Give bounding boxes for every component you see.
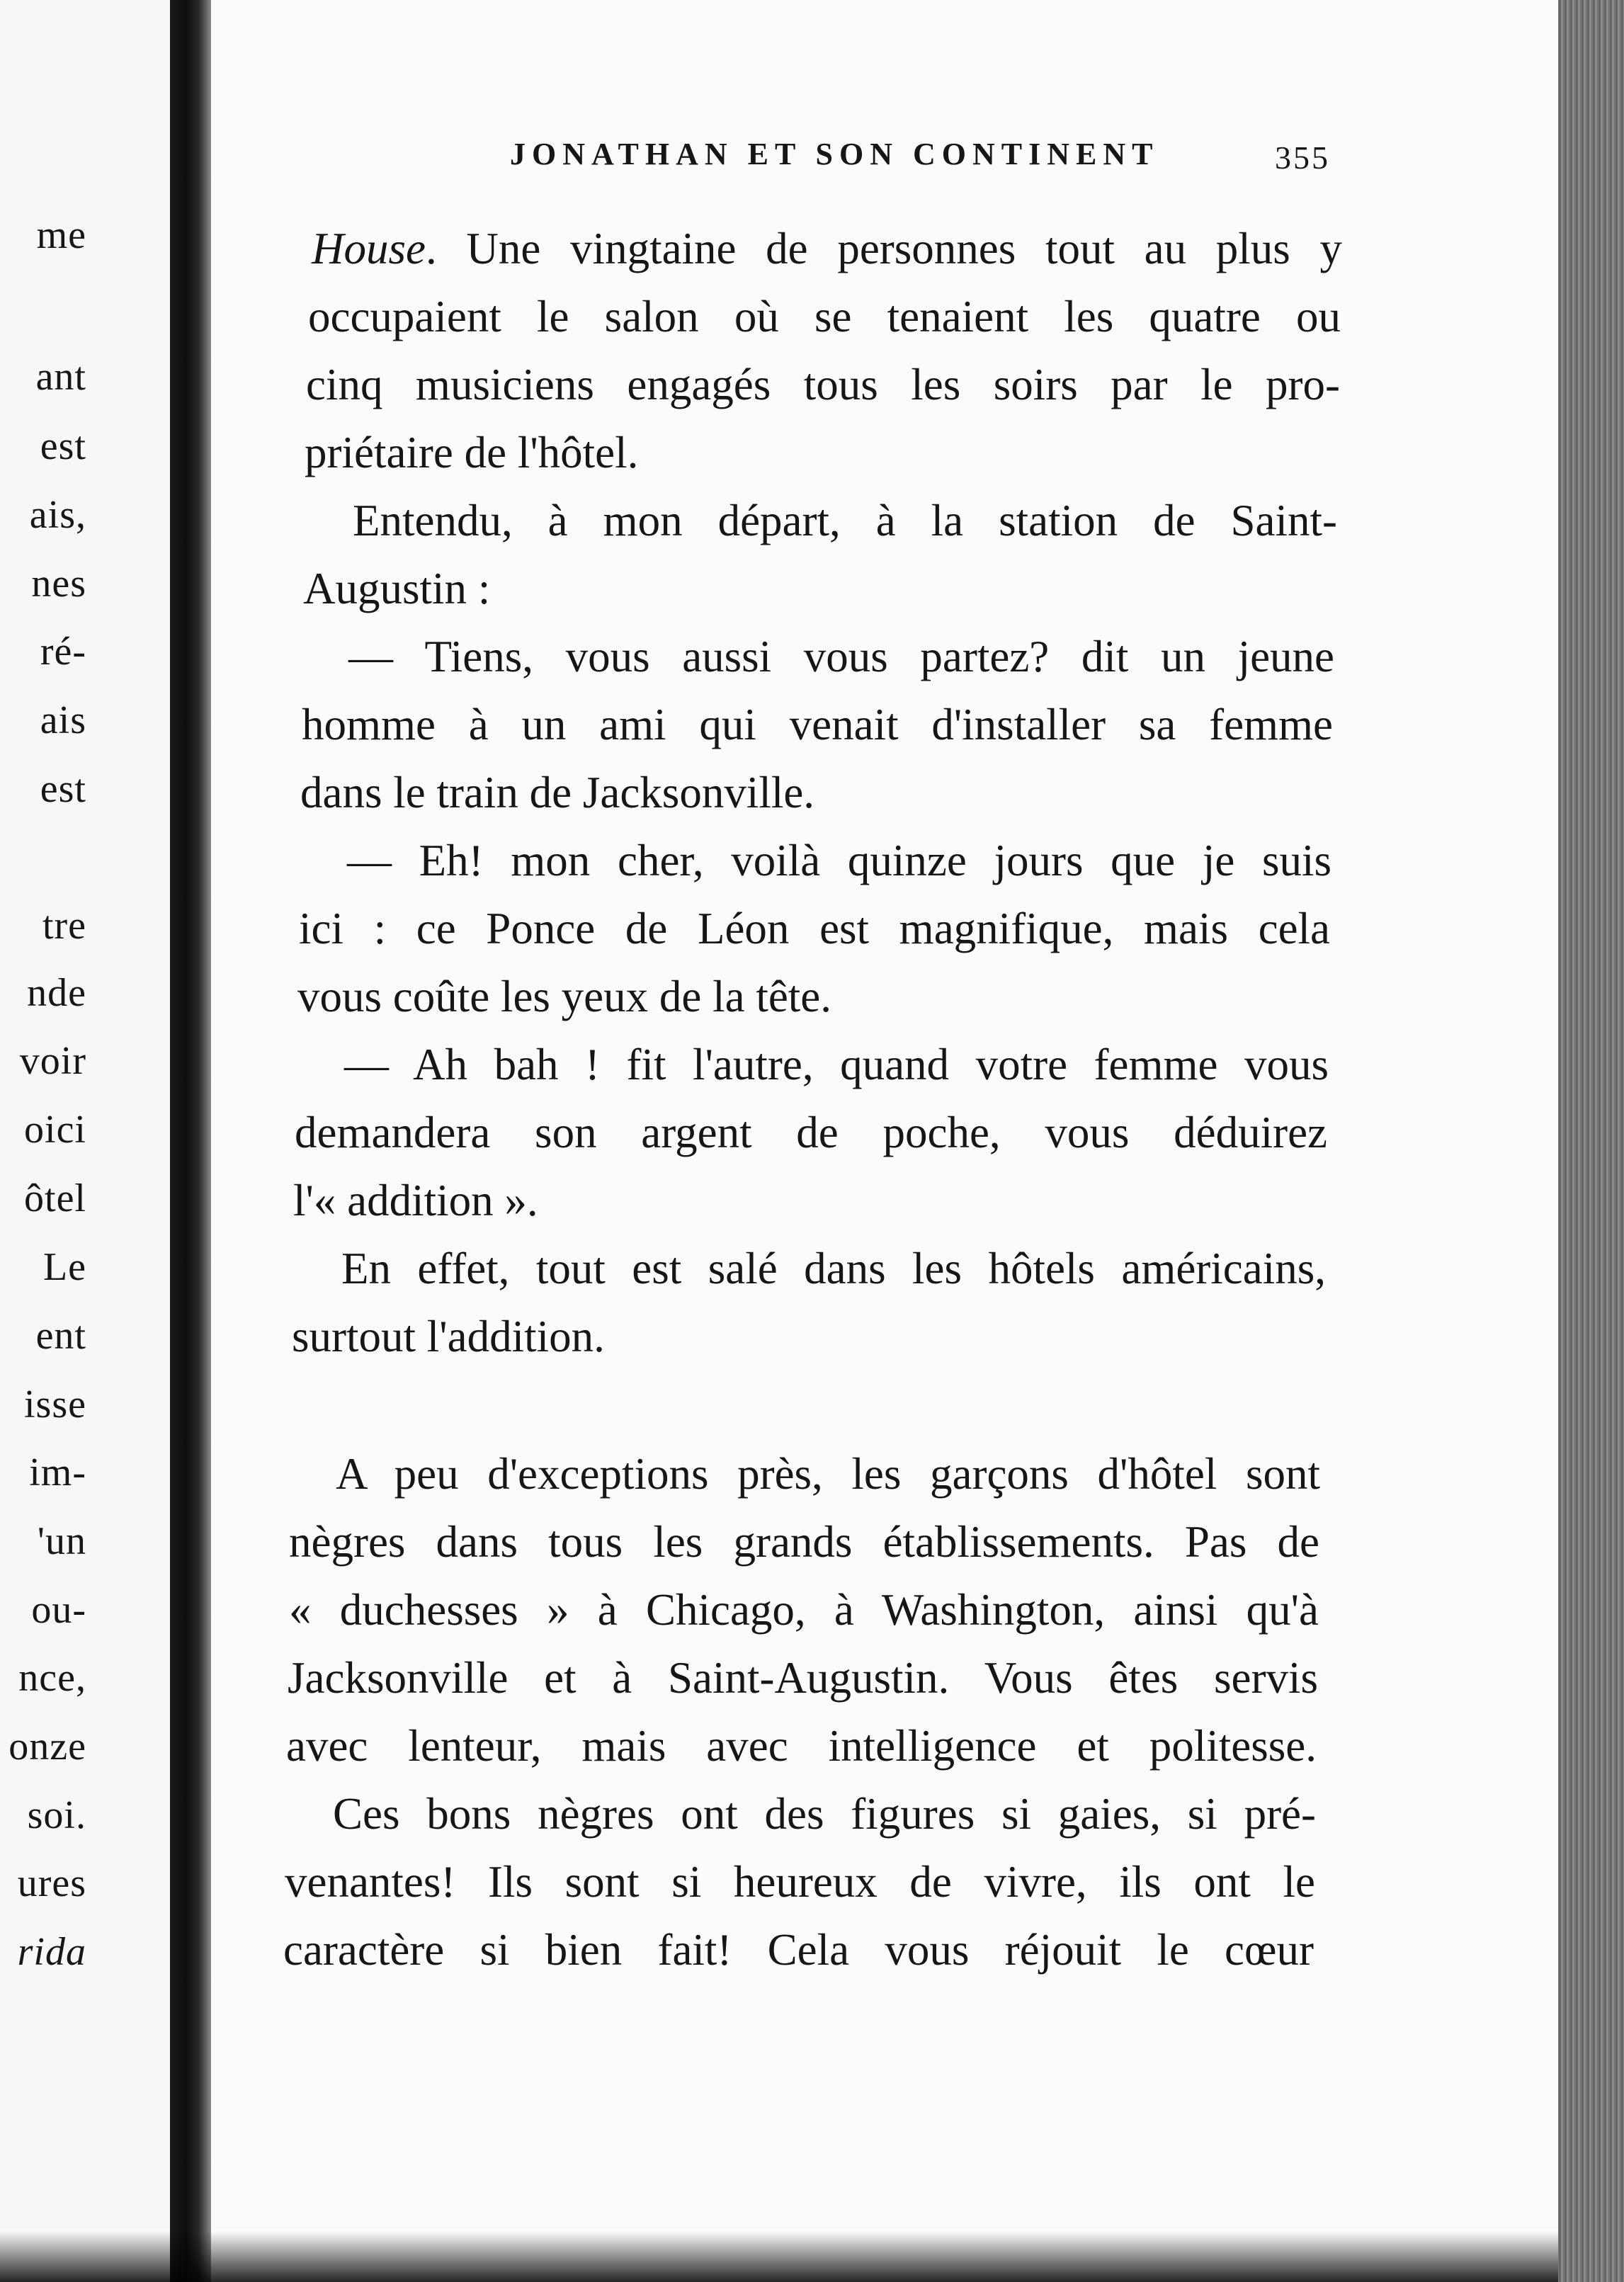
left-text-fragment: 'un <box>37 1519 86 1563</box>
body-line: priétaire de l'hôtel. <box>305 428 639 477</box>
left-text-fragment: rida <box>17 1930 86 1974</box>
body-line: « duchesses » à Chicago, à Washington, ainsi qu'à <box>289 1585 1319 1635</box>
left-text-fragment: nes <box>31 562 86 606</box>
body-line: — Eh! mon cher, voilà quinze jours que je suis <box>347 836 1331 885</box>
bottom-shadow <box>0 2231 1558 2282</box>
body-line: caractère si bien fait! Cela vous réjouit le cœur <box>283 1925 1314 1975</box>
left-text-fragment: ais, <box>29 493 86 537</box>
body-line: venantes! Ils sont si heureux de vivre, ils ont le <box>285 1857 1315 1907</box>
body-line: Entendu, à mon départ, à la station de Saint- <box>353 496 1337 545</box>
left-text-fragment: ôtel <box>24 1176 86 1220</box>
body-line: ici : ce Ponce de Léon est magnifique, mais cela <box>299 904 1330 953</box>
left-text-fragment: voir <box>19 1039 86 1083</box>
body-line: occupaient le salon où se tenaient les quatre ou <box>308 292 1341 341</box>
left-text-fragment: est <box>40 767 86 811</box>
body-line: surtout l'addition. <box>292 1312 605 1361</box>
body-line: demandera son argent de poche, vous déduirez <box>295 1108 1327 1157</box>
body-line: avec lenteur, mais avec intelligence et politesse. <box>286 1721 1317 1771</box>
page-number: 355 <box>1275 140 1330 176</box>
body-line: nègres dans tous les grands établissements. Pas de <box>289 1517 1319 1567</box>
left-text-fragment: Le <box>42 1245 86 1289</box>
left-text-fragment: isse <box>24 1383 86 1426</box>
left-text-fragment: ent <box>35 1314 86 1358</box>
left-text-fragment: ures <box>17 1861 86 1905</box>
body-line: vous coûte les yeux de la tête. <box>297 972 832 1021</box>
left-text-fragment: nce, <box>18 1656 86 1700</box>
left-text-fragment: ant <box>35 355 86 399</box>
left-text-fragment: nde <box>27 971 86 1015</box>
running-head: JONATHAN ET SON CONTINENT <box>510 137 1159 171</box>
italic-word: House <box>312 224 426 273</box>
body-line-text: . Une vingtaine de personnes tout au plus y <box>425 224 1342 273</box>
left-text-fragment: ré- <box>40 630 86 674</box>
left-text-fragment: ou- <box>31 1588 86 1632</box>
body-line: A peu d'exceptions près, les garçons d'hôtel sont <box>336 1449 1320 1499</box>
body-line: l'« addition ». <box>293 1176 538 1225</box>
left-page-fragment <box>0 0 177 2282</box>
body-line: dans le train de Jacksonville. <box>300 768 815 817</box>
body-line: — Tiens, vous aussi vous partez? dit un jeune <box>348 632 1334 681</box>
body-line: Ces bons nègres ont des figures si gaies, si pré- <box>333 1789 1316 1839</box>
left-text-fragment: est <box>40 424 86 468</box>
left-text-fragment: oici <box>24 1108 86 1152</box>
body-line: — Ah bah ! fit l'autre, quand votre femme vous <box>344 1040 1329 1089</box>
left-text-fragment: tre <box>42 904 86 948</box>
left-text-fragment: ais <box>40 698 86 742</box>
body-line: cinq musiciens engagés tous les soirs par le pro- <box>306 360 1340 409</box>
left-text-fragment: soi. <box>27 1793 86 1837</box>
body-line: En effet, tout est salé dans les hôtels américains, <box>341 1244 1326 1293</box>
left-text-fragment: me <box>36 213 86 257</box>
left-text-fragment: im- <box>29 1451 86 1494</box>
left-text-fragment: onze <box>8 1725 86 1769</box>
body-line <box>312 224 1342 273</box>
page-edges <box>1558 0 1624 2282</box>
book-gutter <box>170 0 211 2282</box>
body-line: Augustin : <box>303 564 491 613</box>
body-line: homme à un ami qui venait d'installer sa femme <box>302 700 1333 749</box>
body-line: Jacksonville et à Saint-Augustin. Vous êtes servis <box>288 1653 1318 1703</box>
